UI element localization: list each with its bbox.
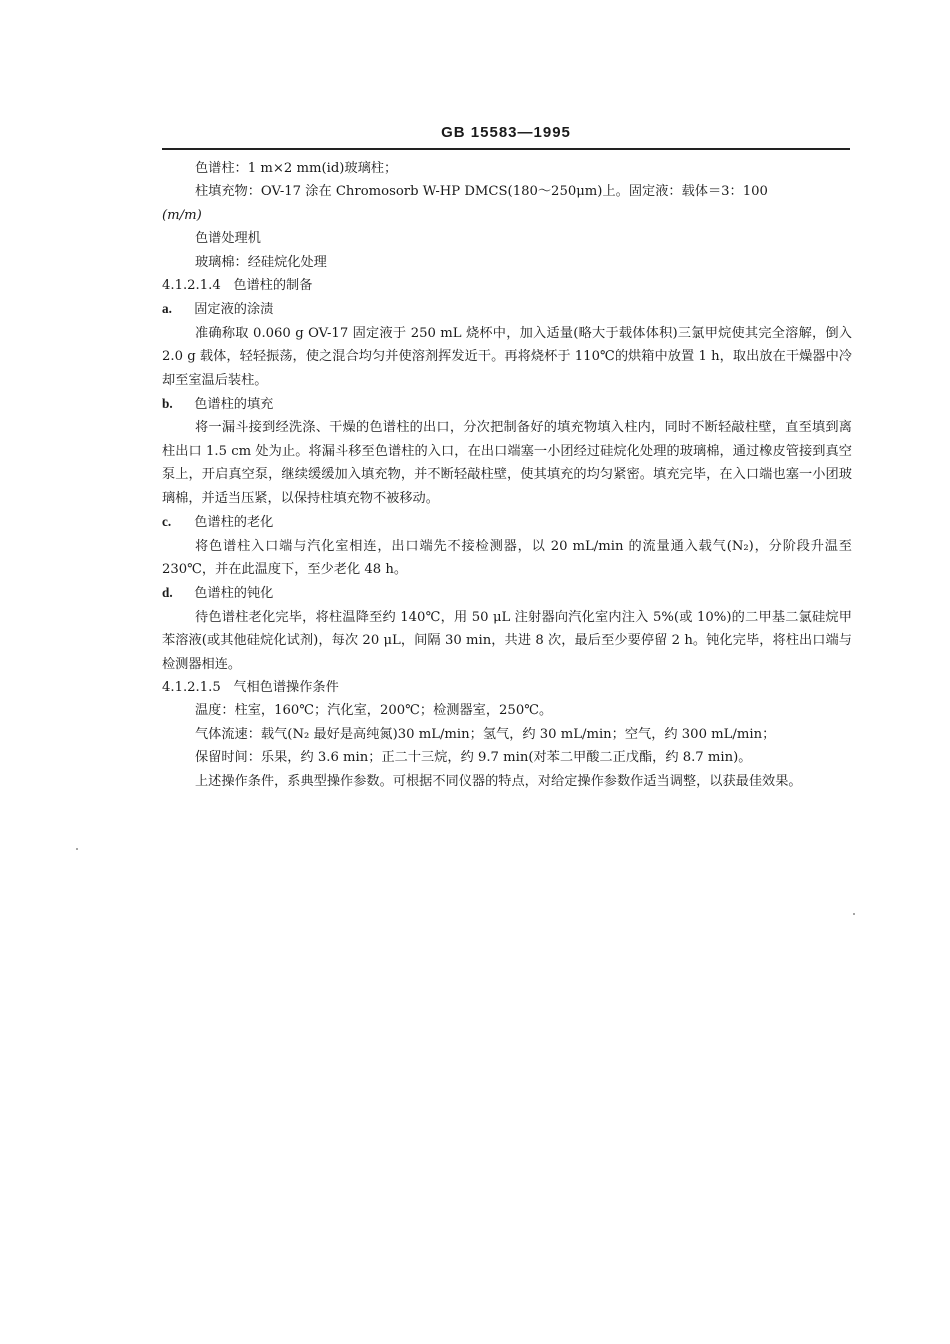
section-heading-4-1-2-1-5: [162, 676, 852, 699]
subsection-title: 色谱柱的老化: [194, 515, 274, 531]
packing-ratio-unit: (m/m): [162, 207, 202, 223]
subsection-a-heading: [162, 297, 852, 321]
section-heading-4-1-2-1-4: [162, 274, 852, 297]
subsection-label: c.: [162, 514, 172, 530]
subsection-label: a.: [162, 301, 172, 317]
section-title: 色谱柱的制备: [233, 278, 313, 294]
subsection-title: 色谱柱的填充: [194, 397, 274, 413]
subsection-c-heading: [162, 510, 852, 534]
scan-speck: [853, 913, 855, 915]
subsection-label: b.: [162, 396, 173, 412]
header-rule: [162, 148, 850, 150]
subsection-c-text: 将色谱柱入口端与汽化室相连，出口端先不接检测器，以 20 mL/min 的流量通入载气(N₂)，分阶段升温至 230℃，并在此温度下，至少老化 48 h。: [162, 538, 852, 577]
subsection-label: d.: [162, 585, 173, 601]
subsection-title: 固定液的涂渍: [194, 302, 274, 318]
subsection-d-heading: [162, 581, 852, 605]
scan-speck: [76, 848, 78, 850]
temperature-conditions: 温度：柱室，160℃；汽化室，200℃；检测器室，250℃。: [195, 703, 553, 719]
gas-flow-conditions: 气体流速：载气(N₂ 最好是高纯氮)30 mL/min；氢气，约 30 mL/min；空气，约 300 mL/min；: [195, 726, 776, 742]
retention-times: 保留时间：乐果，约 3.6 min；正二十三烷，约 9.7 min(对苯二甲酸二正戊酯，约 8.7 min)。: [195, 750, 752, 766]
section-title: 气相色谱操作条件: [233, 679, 339, 695]
packing-spec: 柱填充物：OV-17 涂在 Chromosorb W-HP DMCS(180～250μm)上。固定液：载体＝3：100: [195, 184, 768, 200]
subsection-b-heading: [162, 392, 852, 416]
subsection-b-text: 将一漏斗接到经洗涤、干燥的色谱柱的出口，分次把制备好的填充物填入柱内，同时不断轻敲柱壁，直至填到离柱出口 1.5 cm 处为止。将漏斗移至色谱柱的入口，在出口端塞一小团经过硅烷化处理的玻璃棉，通过橡皮管接到真空泵上，开启真空泵，继续缓缓加入填充物，并不断轻敲柱壁，使其填充的均匀紧密。填充完毕，在入口端也塞一小团玻璃棉，并适当压紧，以保持柱填充物不被移动。: [162, 420, 852, 506]
subsection-a-text: 准确称取 0.060 g OV-17 固定液于 250 mL 烧杯中，加入适量(略大于载体体积)三氯甲烷使其完全溶解，倒入 2.0 g 载体，轻轻振荡，使之混合均匀并使溶剂挥发近干。再将烧杯于 110℃的烘箱中放置 1 h，取出放在干燥器中冷却至室温后装柱。: [162, 325, 852, 388]
column-spec: 色谱柱：1 m×2 mm(id)玻璃柱；: [195, 161, 398, 176]
section-number: 4.1.2.1.4: [162, 278, 221, 294]
section-number: 4.1.2.1.5: [162, 679, 221, 695]
glass-wool-line: 玻璃棉：经硅烷化处理: [195, 254, 327, 270]
document-body: [162, 157, 852, 793]
subsection-title: 色谱柱的钝化: [194, 586, 274, 602]
processor-line: 色谱处理机: [195, 231, 261, 247]
standard-number-header: GB 15583—1995: [441, 124, 571, 141]
subsection-d-text: 待色谱柱老化完毕，将柱温降至约 140℃，用 50 μL 注射器向汽化室内注入 5%(或 10%)的二甲基二氯硅烷甲苯溶液(或其他硅烷化试剂)，每次 20 μL，间隔 30 min，共进 8 次，最后至少要停留 2 h。钝化完毕，将柱出口端与检测器相连。: [162, 609, 852, 672]
operating-note: 上述操作条件，系典型操作参数。可根据不同仪器的特点，对给定操作参数作适当调整，以获最佳效果。: [195, 773, 802, 789]
